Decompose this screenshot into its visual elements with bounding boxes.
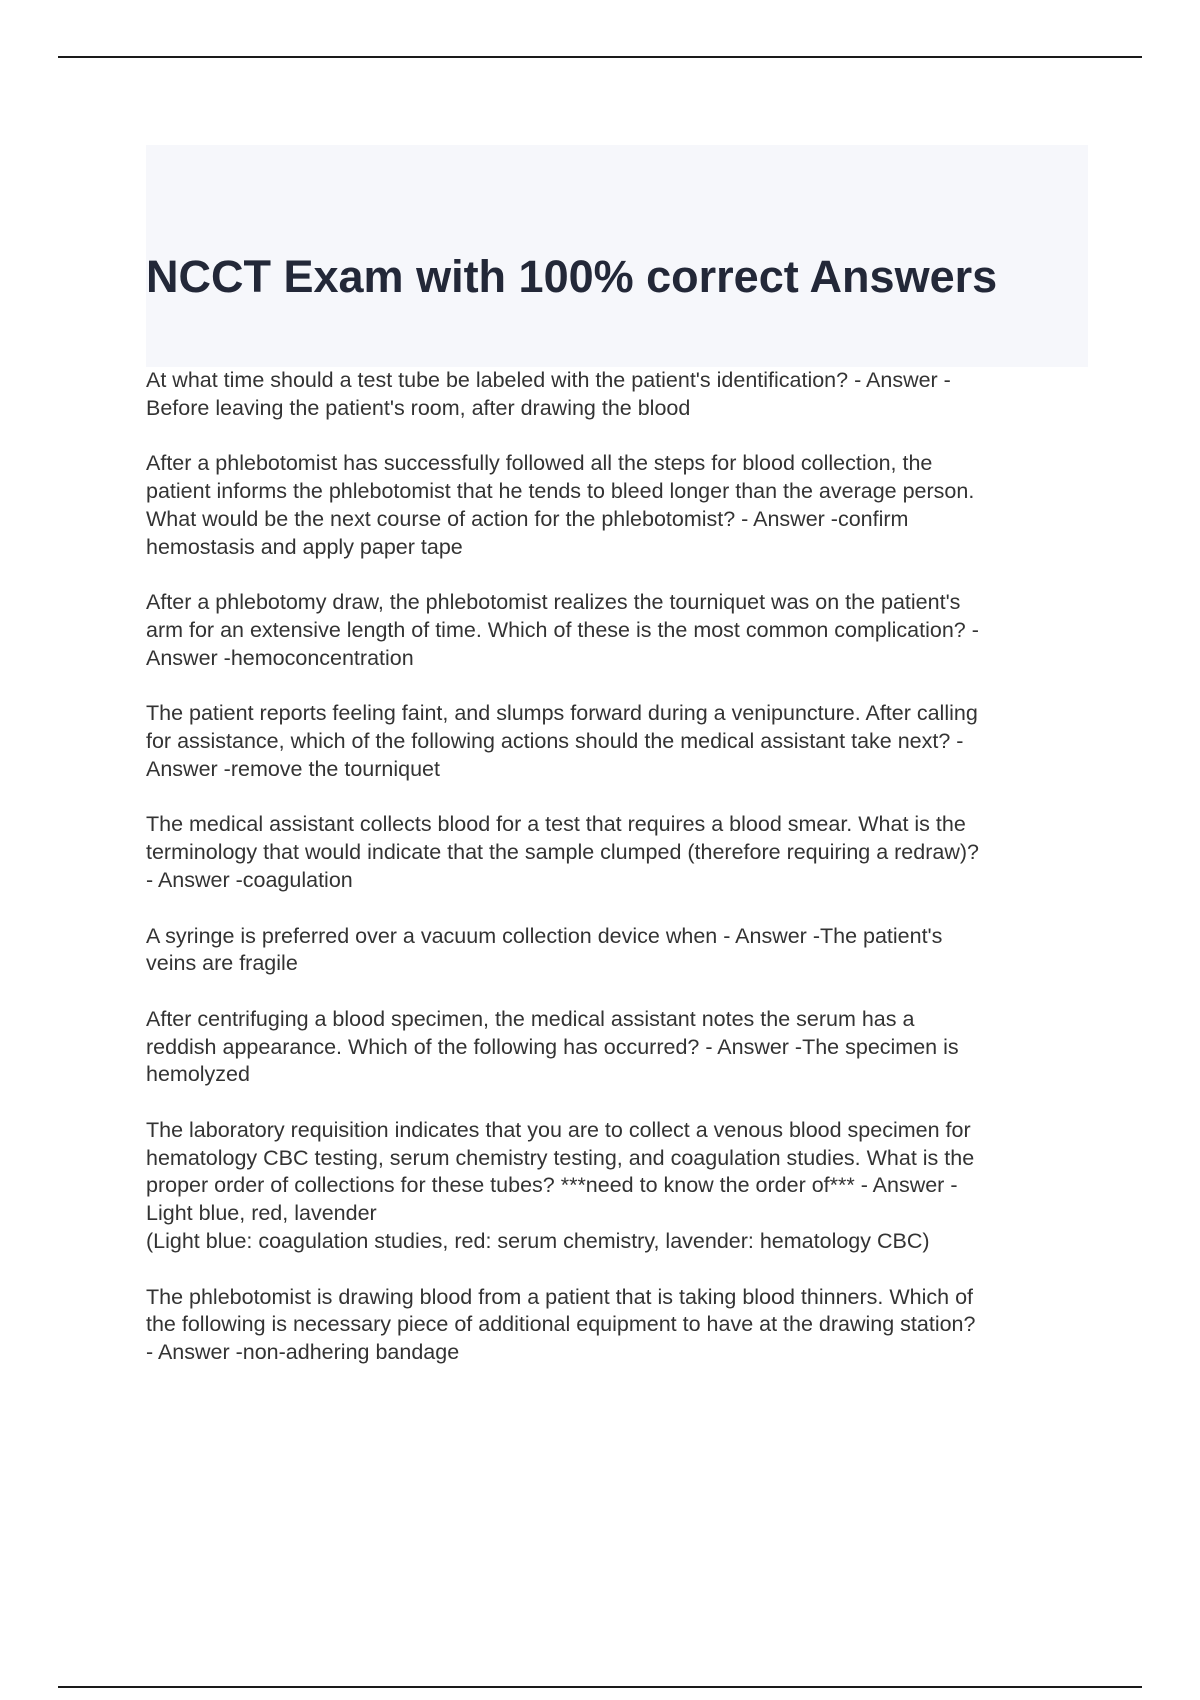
- qa-item: [146, 1006, 1096, 1089]
- qa-item: [146, 450, 1096, 561]
- qa-line: patient informs the phlebotomist that he tends to bleed longer than the average person.: [146, 479, 975, 504]
- qa-line: A syringe is preferred over a vacuum collection device when - Answer -The patient's: [146, 923, 943, 948]
- qa-line: The medical assistant collects blood for a test that requires a blood smear. What is the: [146, 812, 966, 837]
- qa-line: hemolyzed: [146, 1062, 250, 1087]
- qa-item: [146, 1117, 1096, 1256]
- qa-line: After a phlebotomy draw, the phlebotomist realizes the tourniquet was on the patient's: [146, 590, 961, 615]
- qa-line: Light blue, red, lavender: [146, 1201, 377, 1226]
- qa-item: [146, 589, 1096, 672]
- qa-line: hemostasis and apply paper tape: [146, 534, 463, 559]
- qa-line: (Light blue: coagulation studies, red: serum chemistry, lavender: hematology CBC): [146, 1228, 930, 1253]
- qa-line: Before leaving the patient's room, after drawing the blood: [146, 395, 691, 420]
- qa-line: The laboratory requisition indicates that you are to collect a venous blood specimen for: [146, 1118, 971, 1143]
- qa-line: veins are fragile: [146, 951, 298, 976]
- header-rule: [58, 56, 1142, 58]
- qa-line: Answer -remove the tourniquet: [146, 756, 440, 781]
- qa-line: hematology CBC testing, serum chemistry testing, and coagulation studies. What is the: [146, 1145, 975, 1170]
- qa-line: Answer -hemoconcentration: [146, 645, 414, 670]
- qa-line: for assistance, which of the following actions should the medical assistant take next? -: [146, 729, 964, 754]
- qa-line: The phlebotomist is drawing blood from a patient that is taking blood thinners. Which of: [146, 1284, 974, 1309]
- qa-line: reddish appearance. Which of the following has occurred? - Answer -The specimen is: [146, 1034, 959, 1059]
- qa-line: - Answer -non-adhering bandage: [146, 1339, 460, 1364]
- qa-line: proper order of collections for these tubes? ***need to know the order of*** - Answer -: [146, 1173, 958, 1198]
- qa-item: [146, 811, 1096, 894]
- page-title: NCCT Exam with 100% correct Answers: [146, 251, 998, 302]
- qa-item: [146, 923, 1096, 978]
- qa-item: [146, 367, 1096, 422]
- footer-rule: [58, 1686, 1142, 1688]
- qa-line: The patient reports feeling faint, and slumps forward during a venipuncture. After calling: [146, 701, 978, 726]
- qa-item: [146, 1284, 1096, 1367]
- qa-line: After centrifuging a blood specimen, the medical assistant notes the serum has a: [146, 1006, 915, 1031]
- qa-item: [146, 700, 1096, 783]
- qa-line: At what time should a test tube be labeled with the patient's identification? - Answer -: [146, 368, 951, 392]
- qa-line: arm for an extensive length of time. Which of these is the most common complication? -: [146, 617, 979, 642]
- qa-list: [146, 367, 1096, 1395]
- qa-line: - Answer -coagulation: [146, 867, 353, 892]
- qa-line: the following is necessary piece of additional equipment to have at the drawing station?: [146, 1312, 976, 1337]
- qa-line: What would be the next course of action for the phlebotomist? - Answer -confirm: [146, 506, 909, 531]
- qa-line: terminology that would indicate that the sample clumped (therefore requiring a redraw)?: [146, 840, 979, 865]
- qa-line: After a phlebotomist has successfully followed all the steps for blood collection, the: [146, 451, 933, 476]
